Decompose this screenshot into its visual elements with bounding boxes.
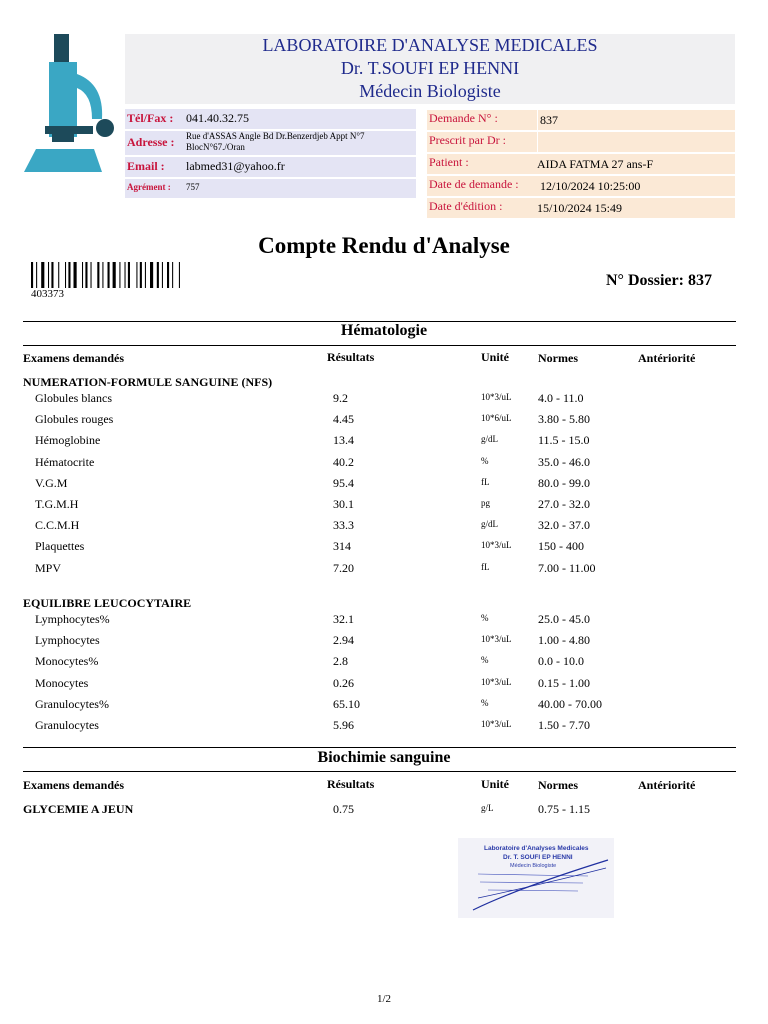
exam-unit: pg	[481, 498, 490, 508]
lab-name: LABORATOIRE D'ANALYSE MEDICALES	[262, 35, 598, 55]
tel-row	[125, 109, 416, 129]
exam-norm: 1.50 - 7.70	[538, 718, 590, 732]
svg-text:Laboratoire d'Analyses Medical: Laboratoire d'Analyses Medicales	[484, 845, 589, 852]
exam-name: V.G.M	[35, 475, 68, 490]
col-examens: Examens demandés	[23, 778, 125, 792]
table-row	[0, 518, 768, 538]
exam-unit: 10*3/uL	[481, 634, 512, 645]
exam-unit: 10*3/uL	[481, 719, 512, 729]
date-edition-row	[427, 198, 735, 218]
report-title: Compte Rendu d'Analyse	[258, 233, 510, 258]
prescrit-row	[427, 132, 735, 152]
exam-unit: g/dL	[481, 434, 498, 445]
table-row	[0, 697, 768, 717]
lab-stamp	[458, 838, 614, 918]
section-title-hematologie: Hématologie	[340, 322, 428, 339]
email-row	[125, 157, 416, 177]
col-anteriorite: Antériorité	[638, 778, 696, 792]
exam-result: 4.45	[333, 412, 354, 427]
svg-text:Médecin Biologiste: Médecin Biologiste	[510, 863, 557, 869]
date-edition-value: 15/10/2024 15:49	[537, 201, 623, 215]
exam-result: 0.75	[333, 802, 354, 816]
exam-norm: 0.0 - 10.0	[538, 654, 584, 669]
email-value: labmed31@yahoo.fr	[186, 159, 285, 173]
exam-name: MPV	[35, 560, 62, 575]
col-anteriorite: Antériorité	[638, 351, 696, 365]
table-row	[0, 561, 768, 581]
exam-name: T.G.M.H	[35, 497, 79, 511]
exam-norm: 0.75 - 1.15	[538, 802, 590, 816]
exam-unit: %	[481, 613, 489, 623]
agrement-row	[125, 179, 416, 198]
exam-unit: fL	[481, 561, 490, 572]
date-edition-label: Date d'édition :	[429, 199, 503, 213]
col-unite: Unité	[481, 777, 509, 791]
table-row	[0, 433, 768, 453]
date-demande-value: 12/10/2024 10:25:00	[540, 179, 641, 193]
exam-norm: 3.80 - 5.80	[538, 412, 590, 427]
divider	[23, 345, 736, 346]
exam-unit: 10*6/uL	[481, 413, 512, 424]
section-title-biochimie: Biochimie sanguine	[317, 749, 451, 766]
table-row	[0, 654, 768, 674]
exam-result: 314	[333, 539, 351, 554]
exam-name: Monocytes	[35, 675, 89, 690]
patient-label: Patient :	[429, 155, 469, 169]
table-row	[0, 455, 768, 475]
doctor-name: Dr. T.SOUFI EP HENNI	[340, 58, 520, 78]
exam-result: 7.20	[333, 560, 354, 575]
exam-unit: 10*3/uL	[481, 676, 512, 687]
exam-result: 5.96	[333, 718, 354, 732]
exam-name: C.C.M.H	[35, 518, 80, 533]
exam-unit: fL	[481, 476, 490, 487]
divider	[23, 747, 736, 748]
table-row	[0, 633, 768, 653]
col-normes: Normes	[538, 351, 578, 365]
table-row	[0, 412, 768, 432]
exam-norm: 40.00 - 70.00	[538, 696, 602, 711]
exam-norm: 27.0 - 32.0	[538, 497, 590, 511]
demande-row	[427, 110, 735, 130]
col-unite: Unité	[481, 350, 509, 364]
exam-unit: %	[481, 697, 489, 708]
microscope-icon	[22, 34, 118, 174]
exam-name: Lymphocytes	[35, 633, 100, 648]
exam-result: 9.2	[333, 391, 348, 405]
page-number: 1/2	[376, 993, 392, 1005]
exam-unit: 10*3/uL	[481, 392, 512, 402]
svg-text:Dr. T. SOUFI EP HENNI: Dr. T. SOUFI EP HENNI	[503, 854, 573, 861]
divider	[23, 771, 736, 772]
exam-result: 30.1	[333, 497, 354, 511]
date-demande-row	[427, 176, 735, 196]
agrement-label: Agrément :	[127, 182, 171, 192]
group-nfs: NUMERATION-FORMULE SANGUINE (NFS)	[23, 375, 273, 389]
address-value	[186, 131, 364, 153]
col-examens: Examens demandés	[23, 351, 125, 365]
table-row	[0, 539, 768, 559]
exam-name: Globules rouges	[35, 412, 114, 427]
address-row	[125, 131, 416, 155]
exam-result: 32.1	[333, 612, 354, 626]
table-row	[0, 476, 768, 496]
exam-norm: 11.5 - 15.0	[538, 433, 590, 448]
group-leucocytaire: EQUILIBRE LEUCOCYTAIRE	[23, 596, 192, 610]
prescrit-label: Prescrit par Dr :	[429, 133, 506, 147]
exam-result: 13.4	[333, 433, 354, 448]
tel-value: 041.40.32.75	[186, 111, 249, 125]
exam-norm: 4.0 - 11.0	[538, 391, 584, 405]
exam-name: GLYCEMIE A JEUN	[23, 802, 134, 816]
address-line-2: BlocN°67./Oran	[186, 142, 245, 152]
doctor-role: Médecin Biologiste	[359, 81, 501, 101]
exam-norm: 35.0 - 46.0	[538, 454, 590, 469]
exam-result: 2.94	[333, 633, 354, 648]
table-row	[0, 676, 768, 696]
exam-norm: 1.00 - 4.80	[538, 633, 590, 648]
exam-name: Lymphocytes%	[35, 612, 110, 626]
exam-name: Granulocytes	[35, 718, 99, 732]
exam-unit: g/dL	[481, 519, 498, 530]
exam-name: Plaquettes	[35, 539, 85, 554]
exam-name: Granulocytes%	[35, 696, 109, 711]
exam-norm: 32.0 - 37.0	[538, 518, 590, 533]
lab-header	[125, 34, 735, 104]
exam-name: Hématocrite	[35, 454, 95, 469]
exam-norm: 25.0 - 45.0	[538, 612, 590, 626]
exam-unit: 10*3/uL	[481, 540, 512, 551]
table-row	[0, 497, 768, 517]
exam-name: Hémoglobine	[35, 433, 101, 448]
exam-unit: %	[481, 655, 489, 666]
exam-result: 2.8	[333, 654, 348, 669]
exam-result: 0.26	[333, 675, 354, 690]
email-label: Email :	[127, 159, 165, 173]
exam-result: 40.2	[333, 454, 354, 469]
address-label: Adresse :	[127, 135, 175, 149]
exam-norm: 150 - 400	[538, 539, 584, 554]
table-row	[0, 802, 768, 822]
table-row	[0, 612, 768, 632]
exam-result: 95.4	[333, 475, 354, 490]
barcode	[31, 262, 221, 288]
barcode-number: 403373	[31, 288, 64, 300]
tel-label: Tél/Fax :	[127, 111, 174, 125]
exam-result: 65.10	[333, 696, 360, 711]
dossier-number: N° Dossier: 837	[606, 272, 712, 289]
table-row	[0, 718, 768, 738]
agrement-value: 757	[186, 182, 200, 192]
col-resultats: Résultats	[327, 350, 375, 364]
exam-norm: 0.15 - 1.00	[538, 675, 590, 690]
exam-norm: 7.00 - 11.00	[538, 560, 596, 575]
exam-unit: %	[481, 455, 489, 466]
exam-unit: g/L	[481, 803, 494, 813]
exam-name: Globules blancs	[35, 391, 112, 405]
date-demande-label: Date de demande :	[429, 177, 519, 191]
exam-result: 33.3	[333, 518, 354, 533]
address-line-1: Rue d'ASSAS Angle Bd Dr.Benzerdjeb Appt N°7	[186, 131, 365, 141]
patient-row	[427, 154, 735, 174]
demande-value: 837	[540, 113, 558, 127]
table-row	[0, 391, 768, 411]
exam-norm: 80.0 - 99.0	[538, 475, 590, 490]
col-normes: Normes	[538, 778, 578, 792]
demande-label: Demande N° :	[429, 111, 498, 125]
patient-value: AIDA FATMA 27 ans-F	[537, 157, 654, 171]
exam-name: Monocytes%	[35, 654, 99, 669]
col-resultats: Résultats	[327, 777, 375, 791]
